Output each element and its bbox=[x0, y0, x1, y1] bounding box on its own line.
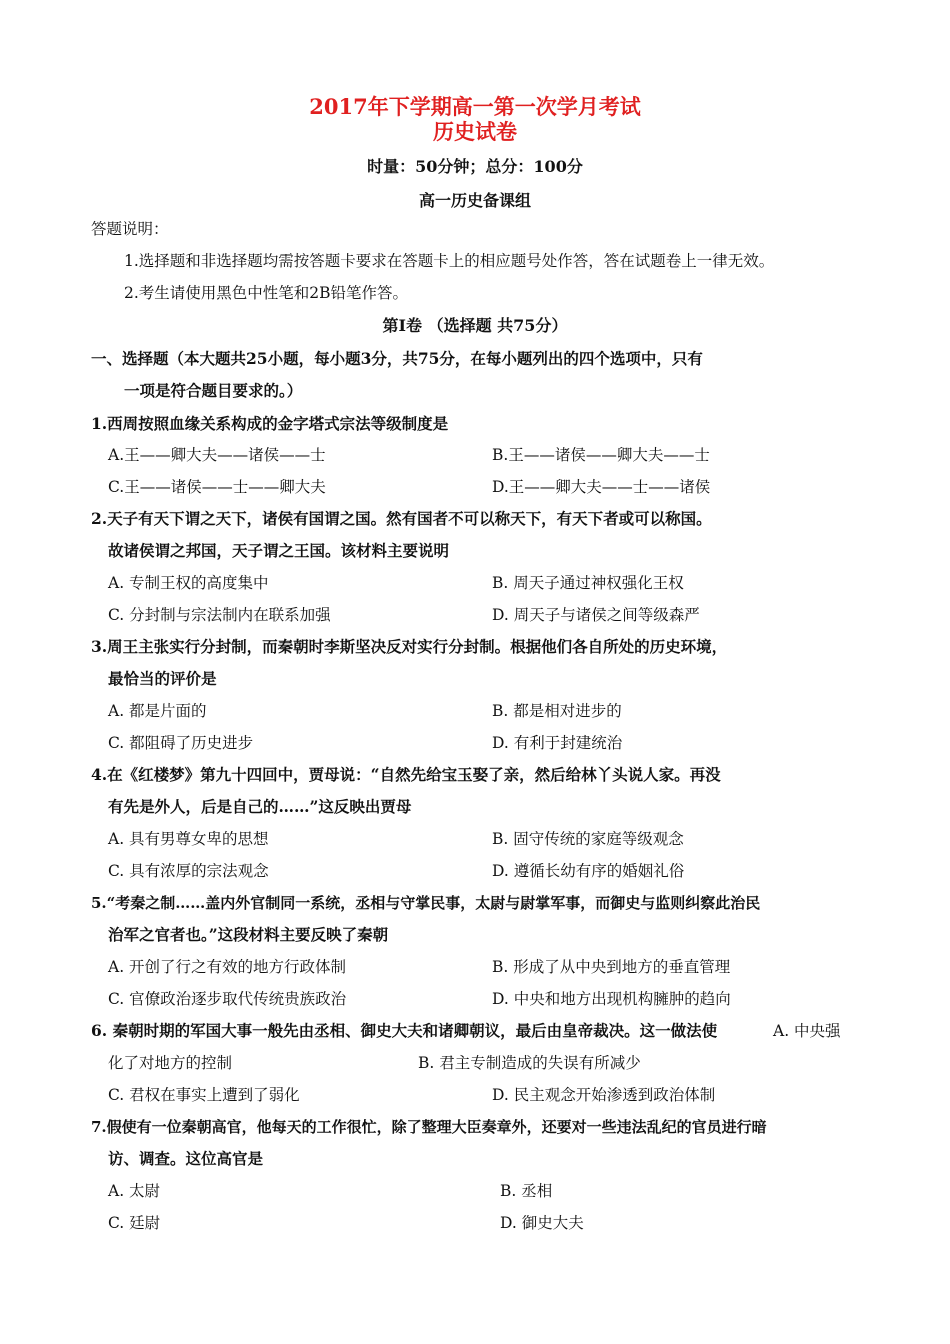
answer-option: C. 官僚政治逐步取代传统贵族政治 bbox=[108, 990, 347, 1008]
answer-option: D. 御史大夫 bbox=[500, 1214, 584, 1232]
question-stem: 5.“考秦之制……盖内外官制同一系统，丞相与守掌民事，太尉与尉掌军事，而御史与监则纠察此治民 bbox=[91, 894, 761, 912]
instructions-heading: 答题说明： bbox=[91, 220, 169, 238]
question-stem: 最恰当的评价是 bbox=[108, 669, 217, 688]
question-stem: 1.西周按照血缘关系构成的金字塔式宗法等级制度是 bbox=[91, 414, 449, 433]
answer-option: A. 都是片面的 bbox=[108, 702, 207, 720]
answer-option: D. 有利于封建统治 bbox=[492, 734, 623, 752]
answer-option: A. 中央强 bbox=[773, 1022, 841, 1040]
prep-group: 高一历史备课组 bbox=[418, 191, 531, 210]
answer-option: C. 君权在事实上遭到了弱化 bbox=[108, 1086, 300, 1104]
answer-option: C.王——诸侯——士——卿大夫 bbox=[108, 478, 326, 496]
question-stem: 有先是外人，后是自己的……”这反映出贾母 bbox=[108, 797, 412, 816]
answer-option: C. 都阻碍了历史进步 bbox=[108, 734, 254, 752]
answer-option: B.王——诸侯——卿大夫——士 bbox=[492, 446, 710, 464]
exam-title: 2017年下学期高一第一次学月考试 bbox=[309, 94, 641, 119]
answer-option: A. 开创了行之有效的地方行政体制 bbox=[108, 958, 347, 976]
answer-option: B. 君主专制造成的失误有所减少 bbox=[418, 1054, 641, 1072]
answer-option: C. 廷尉 bbox=[108, 1214, 161, 1232]
answer-option: A.王——卿大夫——诸侯——士 bbox=[108, 446, 326, 464]
answer-option: B. 都是相对进步的 bbox=[492, 702, 622, 720]
question-stem: 4.在《红楼梦》第九十四回中，贾母说：“自然先给宝玉娶了亲，然后给林丫头说人家。再没 bbox=[91, 765, 721, 784]
question-stem: 治军之官者也。”这段材料主要反映了秦朝 bbox=[108, 925, 389, 944]
answer-option-continuation: 化了对地方的控制 bbox=[108, 1054, 233, 1072]
question-stem: 3.周王主张实行分封制，而秦朝时李斯坚决反对实行分封制。根据他们各自所处的历史环境， bbox=[91, 637, 728, 656]
answer-option: A. 专制王权的高度集中 bbox=[108, 574, 269, 592]
question-stem: 故诸侯谓之邦国，天子谓之王国。该材料主要说明 bbox=[108, 541, 450, 560]
question-stem: 7.假使有一位秦朝高官，他每天的工作很忙，除了整理大臣奏章外，还要对一些违法乱纪的官员进行暗 bbox=[91, 1118, 767, 1136]
answer-option: A. 太尉 bbox=[108, 1182, 161, 1200]
question-stem: 访、调查。这位高官是 bbox=[108, 1149, 264, 1168]
section-title: 第Ⅰ卷 （选择题 共75分） bbox=[382, 316, 568, 335]
answer-option: D. 遵循长幼有序的婚姻礼俗 bbox=[492, 862, 685, 880]
answer-option: B. 周天子通过神权强化王权 bbox=[492, 574, 684, 592]
question-stem: 6. 秦朝时期的军国大事一般先由丞相、御史大夫和诸卿朝议，最后由皇帝裁决。这一做法使 bbox=[91, 1021, 718, 1040]
answer-option: C. 分封制与宗法制内在联系加强 bbox=[108, 606, 331, 624]
answer-option: D. 民主观念开始渗透到政治体制 bbox=[492, 1086, 716, 1104]
answer-option: D. 周天子与诸侯之间等级森严 bbox=[492, 606, 700, 624]
answer-option: D.王——卿大夫——士——诸侯 bbox=[492, 478, 711, 496]
instruction-item: 2.考生请使用黑色中性笔和2B铅笔作答。 bbox=[124, 284, 409, 302]
answer-option: B. 丞相 bbox=[500, 1182, 553, 1200]
section-intro: 一项是符合题目要求的。） bbox=[124, 381, 303, 400]
answer-option: B. 形成了从中央到地方的垂直管理 bbox=[492, 958, 731, 976]
instruction-item: 1.选择题和非选择题均需按答题卡要求在答题卡上的相应题号处作答，答在试题卷上一律无效。 bbox=[124, 252, 775, 270]
answer-option: A. 具有男尊女卑的思想 bbox=[108, 830, 269, 848]
question-stem: 2.天子有天下谓之天下，诸侯有国谓之国。然有国者不可以称天下，有天下者或可以称国。 bbox=[91, 509, 712, 528]
exam-subject-title: 历史试卷 bbox=[433, 119, 517, 144]
answer-option: C. 具有浓厚的宗法观念 bbox=[108, 862, 269, 880]
time-score-info: 时量：50分钟；总分：100分 bbox=[367, 157, 583, 176]
section-intro: 一、选择题（本大题共25小题，每小题3分，共75分，在每小题列出的四个选项中，只有 bbox=[91, 349, 703, 368]
answer-option: D. 中央和地方出现机构臃肿的趋向 bbox=[492, 990, 731, 1008]
answer-option: B. 固守传统的家庭等级观念 bbox=[492, 830, 684, 848]
